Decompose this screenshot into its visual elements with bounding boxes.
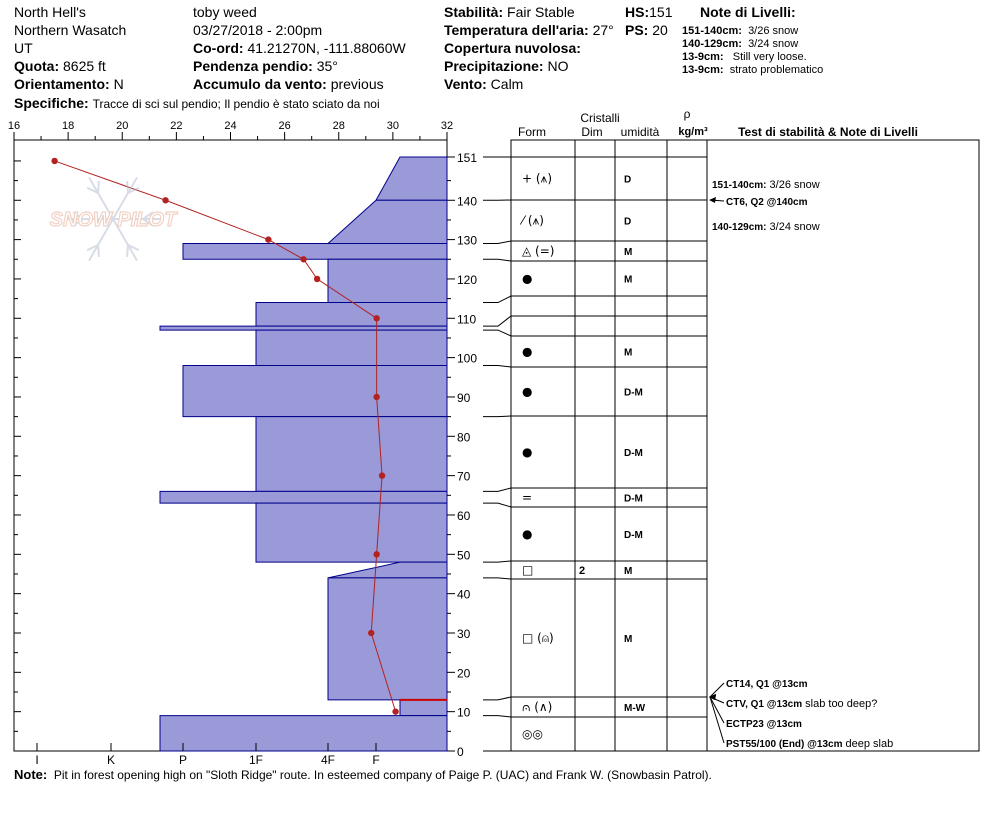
layer-moisture: D	[624, 216, 632, 228]
state: UT	[14, 40, 33, 56]
layer-note: 13-9cm: Still very loose.	[682, 51, 807, 63]
temperature-point	[373, 551, 379, 557]
crystal-form: ⁄ (⩚)	[522, 213, 544, 228]
snowflake-branch	[127, 245, 128, 257]
hardness-tick-label: 1F	[248, 753, 264, 767]
temp-tick-label: 26	[278, 120, 291, 132]
hardness-tick-label: 4F	[320, 753, 336, 767]
height-tick-label: 90	[457, 390, 471, 405]
temp-tick-label: 24	[224, 120, 237, 132]
stability-note: ECTP23 @13cm	[726, 719, 802, 730]
wind: Vento: Calm	[444, 76, 524, 92]
range: Northern Wasatch	[14, 22, 127, 38]
layer-connector	[483, 488, 511, 491]
size-header: Dim	[581, 125, 603, 139]
temp-tick-label: 30	[386, 120, 399, 132]
aspect: Orientamento: N	[14, 76, 124, 92]
height-tick-label: 30	[457, 626, 471, 641]
temperature-point	[314, 276, 320, 282]
snowflake-branch	[98, 245, 99, 257]
hardness-bar	[183, 244, 447, 260]
height-tick-label: 110	[457, 312, 477, 327]
hardness-bar	[183, 365, 447, 416]
layer-connector	[483, 296, 511, 303]
temperature-point	[51, 158, 57, 164]
temperature-point	[368, 630, 374, 636]
height-tick-label: 120	[457, 272, 478, 287]
crystal-form: ●	[522, 445, 533, 459]
height-tick-label: 80	[457, 430, 471, 445]
temperature-point	[373, 315, 379, 321]
layer-moisture: M	[624, 247, 633, 258]
stability-note: 140-129cm: 3/24 snow	[712, 221, 820, 233]
hardness-bar	[328, 578, 447, 700]
crystal-form: □	[522, 563, 534, 577]
crystal-form: + (⩚)	[522, 171, 553, 186]
hardness-bar	[328, 259, 447, 302]
crystal-size: 2	[579, 565, 586, 577]
precipitation: Precipitazione: NO	[444, 58, 569, 74]
hardness-tick-label: K	[106, 753, 116, 767]
height-tick-label: 70	[457, 469, 471, 484]
height-tick-label: 60	[457, 508, 471, 523]
hardness-bar	[400, 700, 447, 716]
crystal-form: ●	[522, 527, 533, 541]
temperature-point	[162, 197, 168, 203]
crystal-form: ●	[522, 344, 533, 359]
hardness-tick-label: P	[178, 753, 188, 767]
layer-moisture: M	[624, 566, 633, 577]
layer-notes-title: Note di Livelli:	[700, 4, 796, 20]
snow-height: HS:151	[625, 4, 673, 20]
layer-moisture: D-M	[624, 448, 643, 459]
hardness-bar	[256, 303, 447, 327]
stability-note: CT14, Q1 @13cm	[726, 679, 808, 690]
location: North Hell's	[14, 4, 86, 20]
cloud-cover: Copertura nuvolosa:	[444, 40, 581, 56]
layer-connector	[483, 330, 511, 336]
stability-notes-header: Test di stabilità & Note di Livelli	[738, 125, 918, 139]
layer-note: 151-140cm: 3/26 snow	[682, 25, 799, 37]
datetime: 03/27/2018 - 2:00pm	[193, 22, 323, 38]
layer-connector	[483, 365, 511, 367]
stability-note: CTV, Q1 @13cm slab too deep?	[726, 698, 878, 710]
temp-tick-label: 22	[170, 120, 183, 132]
layer-connector	[483, 716, 511, 717]
crystals-header: Cristalli	[580, 111, 620, 125]
hardness-bar	[160, 491, 447, 503]
penetration: PS: 20	[625, 22, 668, 38]
hardness-tick-label: I	[35, 753, 39, 767]
stability-note: PST55/100 (End) @13cm deep slab	[726, 738, 894, 750]
hardness-bar	[160, 716, 447, 751]
layer-connector	[483, 697, 511, 700]
layer-moisture: D-M	[624, 530, 643, 541]
temperature-point	[300, 256, 306, 262]
hardness-bar	[160, 326, 447, 330]
layer-connector	[483, 503, 511, 507]
layer-moisture: M-W	[624, 703, 646, 714]
stability: Stabilità: Fair Stable	[444, 4, 575, 20]
crystal-form: ◎◎	[522, 727, 543, 741]
temp-tick-label: 16	[7, 120, 21, 132]
temperature-point	[379, 472, 385, 478]
snowflake-branch	[127, 181, 128, 193]
temp-tick-label: 18	[62, 120, 75, 132]
temperature-point	[265, 236, 271, 242]
wind-loading: Accumulo da vento: previous	[193, 76, 384, 92]
test-arrow	[710, 683, 724, 697]
temperature-point	[373, 394, 379, 400]
height-tick-label: 100	[457, 351, 478, 366]
height-tick-label: 50	[457, 548, 471, 563]
watermark-text: SNOW PILOT	[49, 209, 177, 231]
crystal-form: ⩀ (∧)	[522, 700, 553, 714]
layer-moisture: M	[624, 347, 633, 359]
hardness-tick-label: F	[372, 753, 380, 767]
stability-note: 151-140cm: 3/26 snow	[712, 179, 820, 191]
height-tick-label: 20	[457, 666, 471, 681]
temperature-point	[392, 708, 398, 714]
layer-moisture: M	[624, 274, 633, 286]
layer-connector	[483, 561, 511, 562]
crystal-form: ●	[522, 271, 533, 286]
arrow-head	[709, 197, 716, 203]
stability-note: CT6, Q2 @140cm	[726, 197, 808, 208]
elevation: Quota: 8625 ft	[14, 58, 106, 74]
height-tick-label: 10	[457, 705, 471, 720]
crystal-form: =	[522, 490, 533, 505]
hardness-bar	[256, 330, 447, 365]
specifics: Specifiche: Tracce di sci sul pendio; Il pendio è stato sciato da noi	[14, 95, 380, 111]
layer-moisture: D	[624, 174, 632, 186]
height-tick-label: 151	[457, 151, 478, 165]
layer-connector	[483, 241, 511, 244]
air-temperature: Temperatura dell'aria: 27°	[444, 22, 614, 38]
coordinates: Co-ord: 41.21270N, -111.88060W	[193, 40, 406, 56]
hardness-bar	[256, 417, 447, 492]
layer-moisture: M	[624, 634, 633, 645]
height-tick-label: 0	[457, 745, 464, 759]
layer-connector	[483, 578, 511, 579]
slope-angle: Pendenza pendio: 35°	[193, 58, 338, 74]
moisture-header: umidità	[620, 125, 660, 139]
snowflake-branch	[98, 181, 99, 193]
temp-tick-label: 28	[332, 120, 345, 132]
temp-tick-label: 32	[440, 120, 454, 132]
observer: toby weed	[193, 4, 257, 20]
density-header: ρ	[683, 107, 691, 121]
layer-connector	[483, 259, 511, 261]
footer-note: Note: Pit in forest opening high on "Sloth Ridge" route. In esteemed company of Paige P. (UAC) and Frank W. (Snowbasin Patrol).	[14, 767, 712, 782]
layer-note: 140-129cm: 3/24 snow	[682, 38, 799, 50]
layer-note: 13-9cm: strato problematico	[682, 64, 824, 76]
hardness-bar	[256, 503, 447, 562]
form-header: Form	[518, 125, 546, 139]
temp-tick-label: 20	[116, 120, 129, 132]
layer-connector	[483, 316, 511, 326]
height-tick-label: 130	[457, 233, 478, 248]
layer-moisture: D-M	[624, 387, 643, 399]
height-tick-label: 140	[457, 194, 478, 209]
crystal-form: □ (⍝)	[522, 631, 554, 645]
height-tick-label: 40	[457, 587, 471, 602]
crystal-form: ◬ (=)	[522, 244, 555, 258]
layer-connector	[483, 416, 511, 417]
density-unit-header: kg/m³	[678, 126, 708, 138]
layer-moisture: D-M	[624, 493, 643, 505]
crystal-form: ●	[522, 384, 533, 399]
